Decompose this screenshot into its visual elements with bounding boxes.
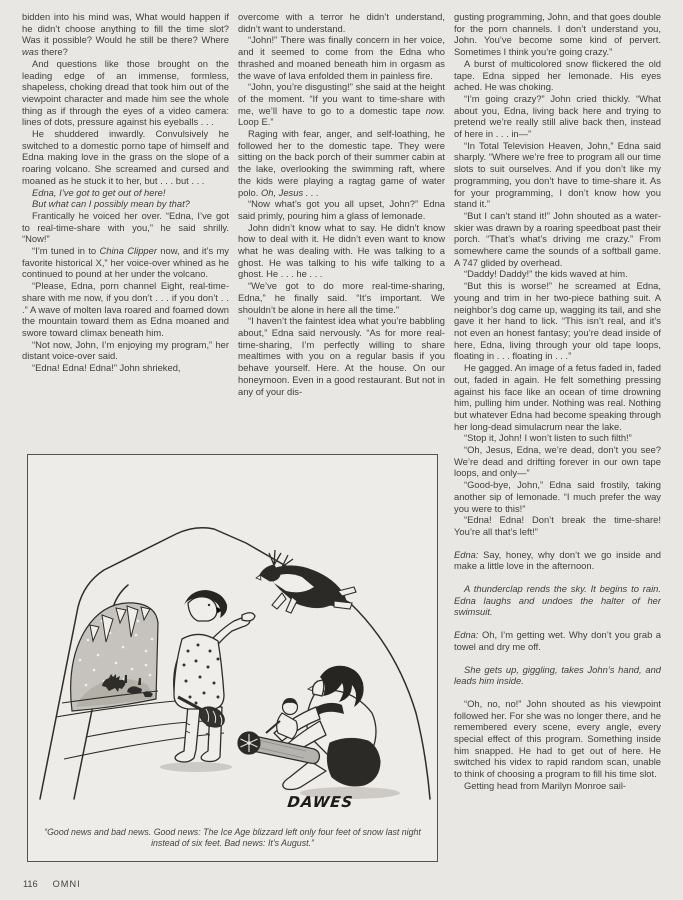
text-segment: She gets up, giggling, takes John’s hand, and leads him inside. (454, 663, 661, 687)
paragraph (22, 245, 229, 280)
text-segment: now, and it’s my favorite historical X,” her voice-over whined as he continued to pound at her under the volcano. (22, 245, 229, 280)
cartoon-caption: “Good news and bad news. Good news: The Ice Age blizzard left only four feet of snow last night instead of six feet. Bad news: It’s August.” (44, 827, 421, 848)
text-segment: “But this is worse!” he screamed at Edna, young and trim in her two-piece bathing suit. A neighbor’s dog came up, wagging its tail, and she gave it her hand to lick. “This isn’t real, and it’s not even an honest fantasy; you’re dead inside of here, Edna, living through your old tape loops, floating in . . . floating in . . .” (454, 280, 661, 362)
caveman-shadow (160, 762, 232, 772)
text-segment: was (22, 46, 39, 58)
text-segment: A burst of multicolored snow flickered the old tape. Edna sipped her lemonade. His eyes ached. He was choking. (454, 57, 661, 93)
text-segment: gusting programming, John, and that goes double for the porn channels. I don’t understand you, John. You’ve become some kind of pervert. Sometimes I think you’re going crazy.” (454, 11, 661, 58)
text-segment: “Please, Edna, porn channel Eight, real-time-share with me now, if you don’t . . . if you don’t . . .” A wave of molten lava roared and foamed down the mountain toward them as Edna moaned and swore toward climax beneath him. (22, 280, 229, 338)
artist-signature: DAWES (286, 793, 355, 811)
paragraph (454, 698, 661, 780)
paragraph (238, 34, 445, 81)
text-segment: now. (425, 104, 445, 116)
text-segment: “John, you’re disgusting!” she said at the height of the moment. “If you want to time-share with me, we’ll have to go to a domestic tape (238, 81, 445, 116)
paragraph (454, 664, 661, 687)
text-segment: Frantically he voiced her over. “Edna, I’ve got to real-time-share with you,” he said shrilly. “Now!” (22, 209, 229, 245)
paragraph (454, 58, 661, 93)
text-segment: “John!” There was finally concern in her voice, and it seemed to come from the Edna who thrashed and moaned beneath him in orgasm as the wave of lava enfolded them in painless fire. (238, 34, 445, 81)
paragraph (238, 81, 445, 128)
paragraph (22, 11, 229, 58)
text-segment: “Stop it, John! I won’t listen to such filth!” (464, 432, 632, 444)
page-footer (23, 879, 81, 889)
paragraph (454, 432, 661, 444)
paragraph (22, 210, 229, 245)
child-figure (266, 698, 298, 739)
cartoon-panel (27, 454, 438, 862)
paragraph (454, 210, 661, 269)
text-segment: Edna: (454, 548, 479, 560)
text-segment: And questions like those brought on the leading edge of an immense, formless, shapeless, choking dread that took him out of the viewpoint character and made him see the whole thing as if through the eyes of a video camera: lines of dots, pressure against his eyeballs . . . (22, 57, 229, 128)
text-segment: Oh, Jesus . . . (260, 186, 319, 198)
left-area (22, 11, 445, 888)
text-segment: “We’ve got to do more real-time-sharing, Edna,” he finally said. “It’s important. We shouldn’t be alone in here all the time.” (238, 280, 445, 315)
text-segment: Oh, I’m getting wet. Why don’t you grab a towel and dry me off. (454, 629, 661, 652)
text-segment: Edna, I’ve got to get out of here! (32, 186, 166, 198)
text-segment: “I haven’t the faintest idea what you’re babbling about,” Edna said nervously. “As for more real-time-sharing, I’m perfectly willing to share mealtimes with you on a regular basis if you behave yourself. Here. At the house. On our honeymoon. Even in a good restaurant. But not in any of your dis- (238, 315, 445, 397)
paragraph (454, 583, 661, 618)
paragraph (454, 93, 661, 140)
paragraph (238, 198, 445, 221)
text-segment: there? (38, 46, 68, 58)
page-number: 116 (23, 879, 38, 889)
paragraph (454, 362, 661, 432)
text-segment: He gagged. An image of a fetus faded in, faded out, faded in again. He felt something pressing against his face like an ocean of time drowning him, pulling him under. Nothing was real. Nothing but whatever Edna had become speaking through her long-dead simulacrum near the lake. (454, 362, 661, 432)
paragraph (454, 629, 661, 652)
paragraph (454, 280, 661, 362)
text-column-3 (454, 11, 661, 888)
cartoon-illustration (28, 455, 436, 826)
text-segment: “Oh, no, no!” John shouted as his viewpoint followed her. For she was no longer there, and he remembered every scene, every angle, every special effect of this program. Something inside him snapped. He had to get out of here. He switched his videx to rapid random scan, unable to think of choosing a program to fill his time slot. (454, 697, 661, 780)
paragraph (454, 479, 661, 514)
text-segment: Edna: (454, 629, 479, 641)
text-segment: “Now what’s got you all upset, John?” Edna said primly, pouring him a glass of lemonade. (238, 198, 445, 221)
text-columns-left (22, 11, 445, 449)
leaping-stag (256, 550, 356, 613)
text-segment: But what can I possibly mean by that? (32, 198, 190, 210)
paragraph (454, 444, 661, 479)
text-column-1 (22, 11, 229, 449)
paragraph (22, 198, 229, 210)
text-segment: “Oh, Jesus, Edna, we’re dead, don’t you see? We’re dead and drifting forever in our own tape loops, and only—” (454, 444, 661, 479)
paragraph (454, 780, 661, 792)
text-segment: John didn’t know what to say. He didn’t know how to deal with it. He didn’t even want to know what he was dealing with. He was talking to a ghost. He was talking to his wife talking to a ghost. He . . . he . . . (238, 221, 445, 280)
text-segment: China Clipper (99, 245, 157, 257)
text-segment: Loop E.” (238, 116, 274, 128)
text-segment: “I’m tuned in to (32, 245, 100, 257)
paragraph (454, 268, 661, 280)
text-segment: “But I can’t stand it!” John shouted as a water-skier was drawn by a roaring speedboat past their porch. “That’s what’s driving me crazy.” From somewhere came the sounds of a softball game. A 747 glided by overhead. (454, 209, 661, 268)
text-segment: Getting head from Marilyn Monroe sail- (464, 779, 627, 791)
paragraph (22, 187, 229, 199)
text-column-2 (238, 11, 445, 449)
paragraph (238, 315, 445, 397)
paragraph (454, 514, 661, 537)
text-segment: “In Total Television Heaven, John,” Edna said sharply. “Where we’re free to program all our time slots to suit ourselves. And if you don’t like my programming, you don’t have to time-share it. As for your programming, I don’t know how you stand it.” (454, 139, 661, 210)
paragraph (22, 280, 229, 339)
paragraph (238, 280, 445, 315)
paragraph (22, 339, 229, 362)
text-segment: overcome with a terror he didn’t understand, didn’t want to understand. (238, 11, 445, 34)
paragraph (238, 222, 445, 281)
text-segment: “Not now, John, I’m enjoying my program,” her distant voice-over said. (22, 338, 229, 362)
paragraph (454, 549, 661, 572)
text-segment: “Edna! Edna! Edna!” John shrieked, (32, 362, 181, 374)
paragraph (454, 11, 661, 58)
text-segment: A thunderclap rends the sky. It begins to rain. Edna laughs and undoes the halter of her swimsuit. (454, 583, 661, 618)
text-segment: Say, honey, why don’t we go inside and make a little love in the afternoon. (454, 548, 661, 572)
paragraph (454, 140, 661, 210)
text-segment: Raging with fear, anger, and self-loathing, he followed her to the domestic tape. They were sitting on the back porch of their summer cabin at the lake, overlooking the swimming raft, where the kids were playing a ragtag game of water polo. (238, 128, 445, 198)
text-segment: bidden into his mind was, What would happen if he didn’t choose anything to fill the time slot? Was it possible? Would he still be there? Where (22, 11, 229, 46)
text-segment: “Edna! Edna! Don’t break the time-share! You’re all that’s left!” (454, 514, 661, 537)
paragraph (22, 58, 229, 128)
text-segment: “I’m going crazy?” John cried thickly. “What about you, Edna, living back here and trying to pretend we’re really still alive back then, instead of here in . . . in—” (454, 92, 661, 140)
paragraph (238, 128, 445, 198)
paragraph (22, 362, 229, 374)
paragraph (22, 128, 229, 187)
magazine-name: OMNI (52, 879, 81, 889)
text-segment: He shuddered inwardly. Convulsively he switched to a domestic porno tape of himself and Edna making love in the grass on the slope of a roaring volcano. She screamed and cursed and moaned as he stuck it to her, but . . . but . . . (22, 128, 229, 186)
text-segment: “Good-bye, John,” Edna said frostily, taking another sip of lemonade. “I much prefer the way you were to this!” (454, 479, 661, 514)
text-segment: “Daddy! Daddy!” the kids waved at him. (464, 268, 628, 280)
paragraph (238, 11, 445, 34)
fur-skirt (327, 738, 380, 786)
